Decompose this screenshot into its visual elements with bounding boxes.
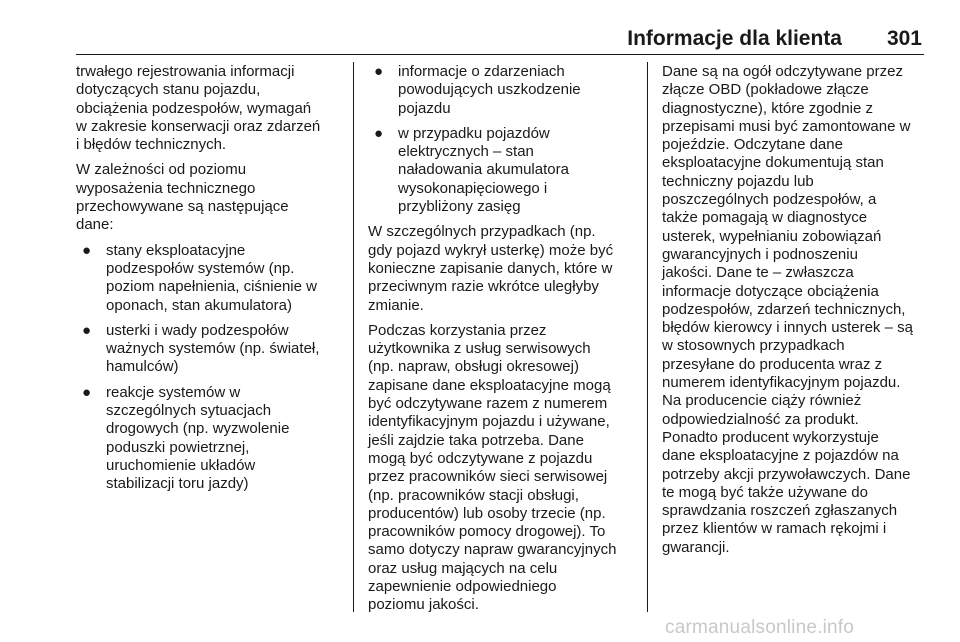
page-header	[0, 0, 960, 58]
text-line: stabilizacji toru jazdy)	[106, 475, 249, 493]
paragraph	[662, 63, 932, 557]
text-line: elektrycznych – stan	[398, 143, 534, 161]
text-line: (np. napraw, obsługi okresowej)	[368, 358, 579, 376]
text-line: jeśli zajdzie taka potrzeba. Dane	[368, 431, 584, 449]
text-line: także pomagają w diagnostyce	[662, 209, 868, 227]
text-line: pracowników pomocy drogowej). To	[368, 523, 606, 541]
text-line: szczególnych sytuacjach	[106, 402, 272, 420]
paragraph	[76, 63, 346, 154]
text-line: producentów) lub osoby trzecie (np.	[368, 504, 606, 522]
paragraph	[76, 161, 346, 234]
text-line: przepisami musi być zamontowane w	[662, 117, 911, 135]
text-line: W zależności od poziomu	[76, 161, 247, 179]
column-divider-1	[353, 62, 354, 612]
text-line: w stosownych przypadkach	[662, 337, 845, 355]
text-line: przeciwnym razie wkrótce uległyby	[368, 278, 599, 296]
text-line: uruchomienie układów	[106, 456, 256, 474]
bullet-dot: ●	[374, 124, 384, 142]
text-line: konieczne zapisanie danych, które w	[368, 259, 613, 277]
text-line: Ponadto producent wykorzystuje	[662, 428, 879, 446]
bullet-dot: ●	[82, 241, 92, 259]
text-line: numerem identyfikacyjnym pojazdu.	[662, 374, 901, 392]
bullet-list	[76, 242, 346, 494]
text-line: mogą być odczytywane z pojazdu	[368, 449, 593, 467]
text-line: usterek, wypełnianiu zobowiązań	[662, 227, 882, 245]
text-line: obciążenia podzespołów, wymagań	[76, 99, 312, 117]
text-line: zmianie.	[368, 296, 424, 314]
text-line: diagnostyczne), które zgodnie z	[662, 99, 873, 117]
text-line: dane:	[76, 216, 114, 234]
text-line: przesyłane do producenta wraz z	[662, 355, 883, 373]
text-line: (np. pracowników stacji obsługi,	[368, 486, 579, 504]
bullet-list	[368, 63, 638, 216]
column-3	[662, 63, 932, 564]
text-line: podzespołów systemów (np.	[106, 259, 295, 277]
text-line: oponach, stan akumulatora)	[106, 296, 292, 314]
text-line: poziomu jakości.	[368, 596, 479, 614]
text-line: być odczytywane razem z numerem	[368, 395, 608, 413]
text-line: przez pracowników sieci serwisowej	[368, 468, 608, 486]
bullet-text	[398, 125, 569, 215]
text-line: techniczny pojazdu lub	[662, 172, 814, 190]
bullet-dot: ●	[374, 63, 384, 80]
text-line: drogowych (np. wyzwolenie	[106, 420, 290, 438]
bullet-item	[368, 125, 638, 216]
text-line: te mogą być także używane do	[662, 483, 868, 501]
bullet-item	[368, 63, 638, 118]
text-line: gdy pojazd wykrył usterkę) może być	[368, 241, 614, 259]
text-line: poszczególnych podzespołów, a	[662, 191, 877, 209]
text-line: przechowywane są następujące	[76, 198, 289, 216]
bullet-dot: ●	[82, 383, 92, 401]
text-line: w przypadku pojazdów	[398, 124, 550, 142]
text-line: odpowiedzialność za produkt.	[662, 410, 859, 428]
text-line: podzespołów, zdarzeń technicznych,	[662, 300, 906, 318]
text-line: sprawdzania roszczeń zgłaszanych	[662, 502, 898, 520]
column-1	[76, 63, 346, 501]
bullet-text	[106, 322, 319, 376]
header-rule	[76, 54, 924, 55]
text-line: użytkownika z usług serwisowych	[368, 340, 591, 358]
text-line: pojazdu	[398, 99, 451, 117]
page-number: 301	[886, 27, 922, 50]
text-line: złącze OBD (pokładowe złącze	[662, 81, 869, 99]
text-line: przybliżony zasięg	[398, 198, 521, 216]
text-line: eksploatacyjne dokumentują stan	[662, 154, 884, 172]
text-line: pojeździe. Odczytane dane	[662, 136, 843, 154]
text-line: identyfikacyjnym pojazdu i używane,	[368, 413, 610, 431]
text-line: w zakresie konserwacji oraz zdarzeń	[76, 117, 321, 135]
text-line: hamulców)	[106, 358, 179, 376]
text-line: gwarancyjnych i podnoszeniu	[662, 245, 858, 263]
bullet-text	[106, 384, 289, 492]
text-line: informacje dotyczące obciążenia	[662, 282, 879, 300]
text-line: Dane są na ogół odczytywane przez	[662, 63, 903, 80]
text-line: Podczas korzystania przez	[368, 321, 547, 339]
text-line: Na producencie ciąży również	[662, 392, 862, 410]
column-2	[368, 63, 638, 622]
text-line: reakcje systemów w	[106, 383, 241, 401]
column-divider-2	[647, 62, 648, 612]
bullet-item	[76, 322, 346, 377]
page-title: Informacje dla klienta	[627, 27, 842, 50]
text-line: wyposażenia technicznego	[76, 179, 256, 197]
text-line: zapisane dane eksploatacyjne mogą	[368, 376, 611, 394]
text-line: dotyczących stanu pojazdu,	[76, 81, 261, 99]
text-line: W szczególnych przypadkach (np.	[368, 223, 596, 241]
text-line: potrzeby akcji przywoławczych. Dane	[662, 465, 911, 483]
bullet-dot: ●	[82, 321, 92, 339]
text-line: oraz usług mających na celu	[368, 559, 558, 577]
paragraph	[368, 322, 638, 615]
bullet-text	[106, 242, 317, 314]
text-line: poduszki powietrznej,	[106, 438, 250, 456]
text-line: ważnych systemów (np. świateł,	[106, 340, 320, 358]
text-line: zapewnienie odpowiedniego	[368, 578, 557, 596]
text-line: trwałego rejestrowania informacji	[76, 63, 295, 80]
text-line: i błędów technicznych.	[76, 136, 227, 154]
text-line: przez klientów w ramach rękojmi i	[662, 520, 887, 538]
text-line: samo dotyczy napraw gwarancyjnych	[368, 541, 617, 559]
bullet-item	[76, 242, 346, 315]
watermark: carmanualsonline.info	[665, 617, 855, 638]
text-line: poziom napełnienia, ciśnienie w	[106, 278, 317, 296]
text-line: błędów kierowcy i innych usterek – są	[662, 319, 913, 337]
text-line: gwarancji.	[662, 538, 730, 556]
text-line: usterki i wady podzespołów	[106, 321, 289, 339]
paragraph	[368, 223, 638, 314]
text-line: powodujących uszkodzenie	[398, 81, 581, 99]
bullet-text	[398, 63, 581, 117]
text-line: dane eksploatacyjne z pojazdów na	[662, 447, 899, 465]
text-line: wysokonapięciowego i	[398, 179, 548, 197]
text-line: jakości. Dane te – zwłaszcza	[662, 264, 854, 282]
text-line: informacje o zdarzeniach	[398, 63, 565, 80]
bullet-item	[76, 384, 346, 494]
text-line: naładowania akumulatora	[398, 161, 569, 179]
text-line: stany eksploatacyjne	[106, 241, 246, 259]
